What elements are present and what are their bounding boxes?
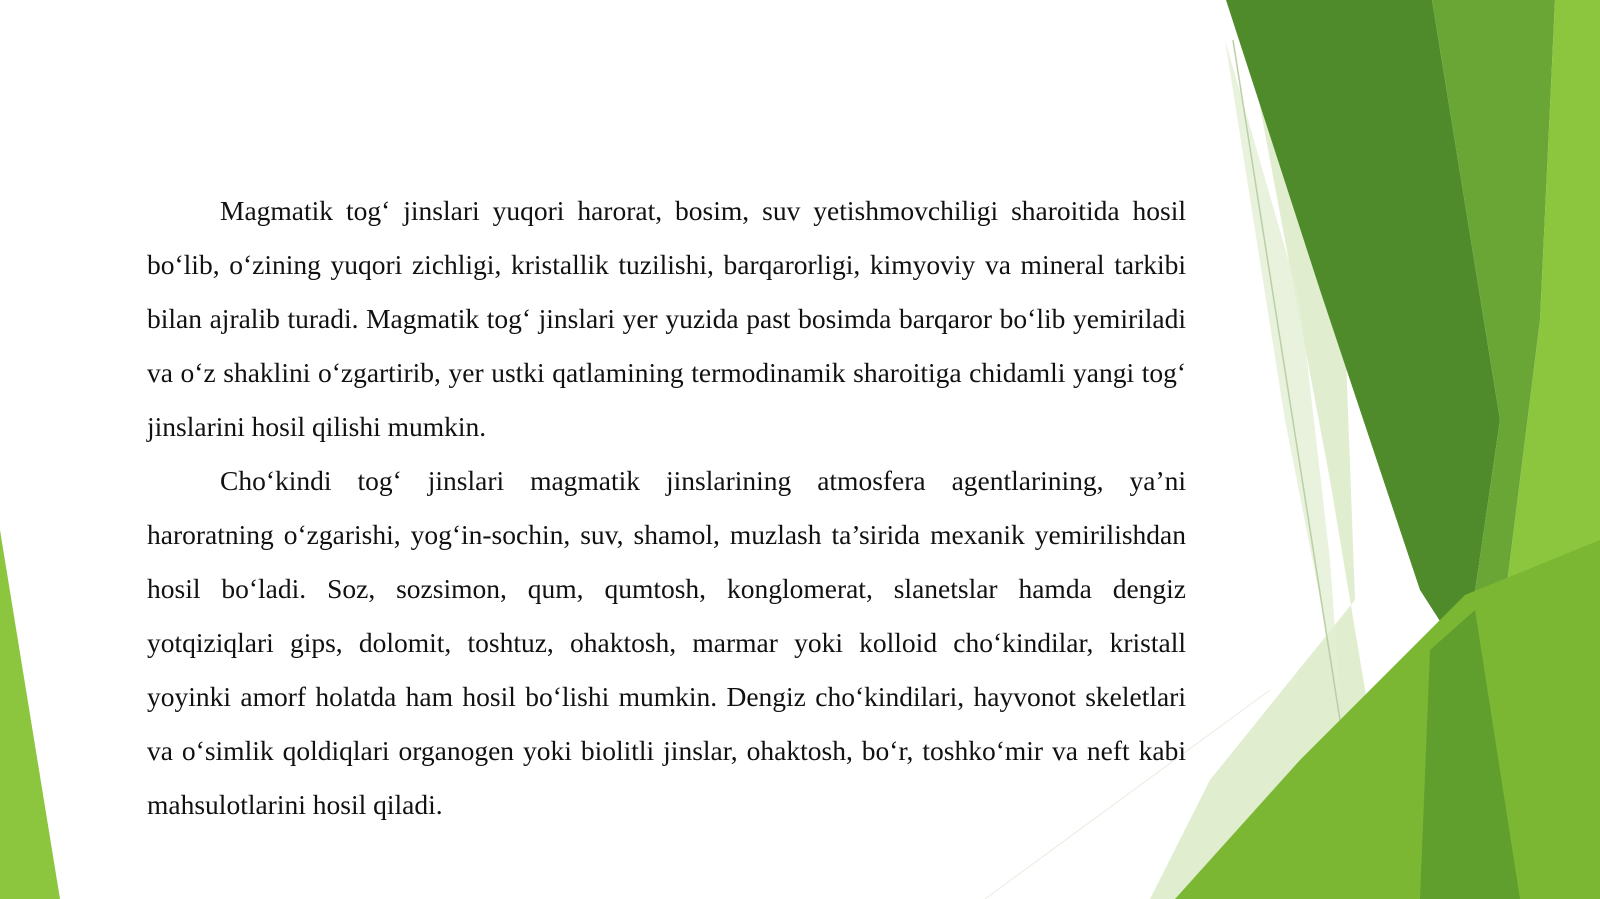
paragraph-sedimentary: Cho‘kindi tog‘ jinslari magmatik jinslarining atmosfera agentlarining, ya’ni haroratning o‘zgarishi, yog‘in-sochin, suv, shamol, muzlash ta’sirida mexanik yemirilishdan hosil bo‘ladi. Soz, sozsimon, qum, qumtosh, konglomerat, slanetslar hamda dengiz yotqiziqlari gips, dolomit, toshtuz, ohaktosh, marmar yoki kolloid cho‘kindilar, kristall yoyinki amorf holatda ham hosil bo‘lishi mumkin. Dengiz cho‘kindilari, hayvonot skeletlari va o‘simlik qoldiqlari organogen yoki biolitli jinslar, ohaktosh, bo‘r, toshko‘mir va neft kabi mahsulotlarini hosil qiladi. (147, 465, 1186, 820)
left-green-sliver (0, 530, 60, 899)
bottom-green-facet (1175, 540, 1600, 899)
body-text (147, 184, 1186, 832)
paragraph-magmatic: Magmatik tog‘ jinslari yuqori harorat, bosim, suv yetishmovchiligi sharoitida hosil bo‘lib, o‘zining yuqori zichligi, kristallik tuzilishi, barqarorligi, kimyoviy va mineral tarkibi bilan ajralib turadi. Magmatik tog‘ jinslari yer yuzida past bosimda barqaror bo‘lib yemiriladi va o‘z shaklini o‘zgartirib, yer ustki qatlamining termodinamik sharoitiga chidamli yangi tog‘ jinslarini hosil qilishi mumkin. (147, 195, 1186, 442)
